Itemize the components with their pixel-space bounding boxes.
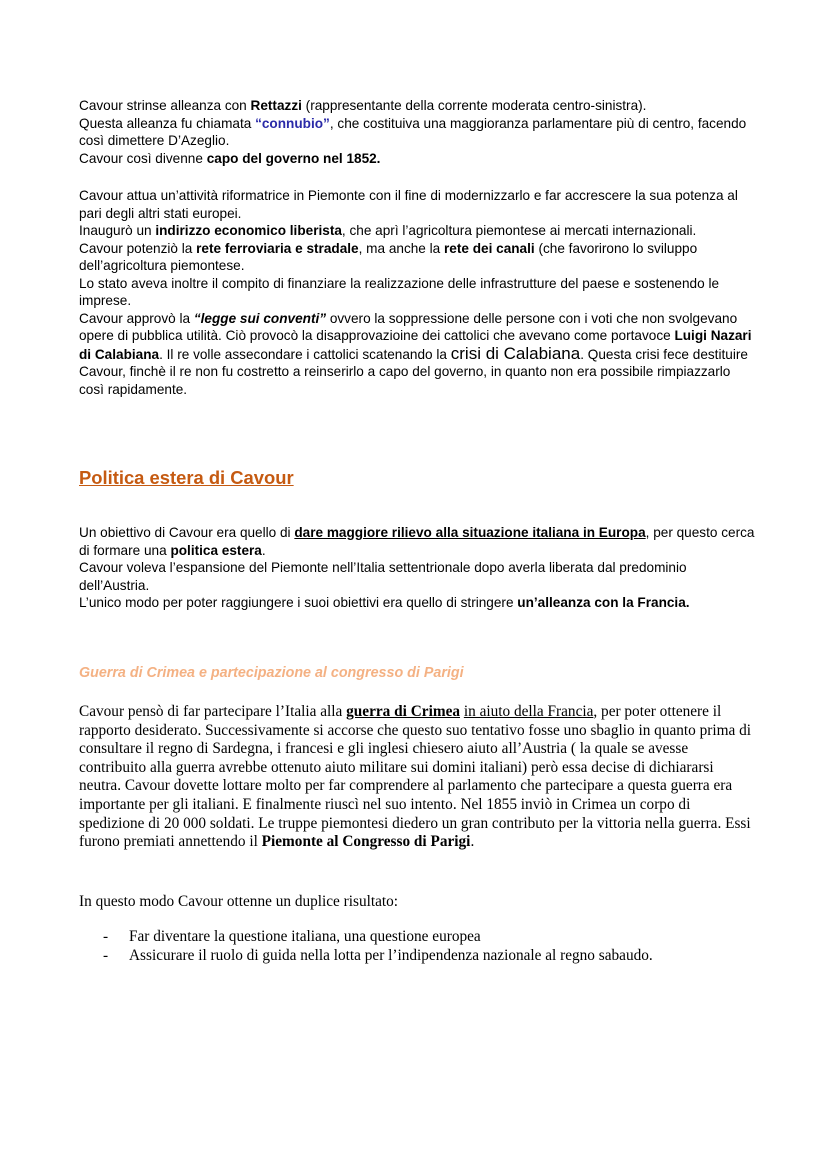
text: , ma anche la <box>358 240 444 256</box>
text: , per questo cerca di formare una <box>79 525 755 558</box>
bold-text: indirizzo economico liberista <box>155 223 342 238</box>
text-line <box>79 150 759 168</box>
text: . Il re volle assecondare i cattolici scatenando la <box>159 346 451 362</box>
paragraph-connubio <box>79 97 759 167</box>
dash-bullet: - <box>103 946 109 964</box>
list-item <box>79 947 759 966</box>
text: Questa alleanza fu chiamata <box>79 115 256 131</box>
text: Cavour così divenne <box>79 150 207 166</box>
bold-text: Luigi Nazari di Calabiana <box>79 328 752 362</box>
text-line <box>79 524 759 559</box>
text: Cavour pensò di far partecipare l’Italia alla <box>79 703 347 720</box>
bold-text: rete dei canali <box>444 240 535 256</box>
text: (rappresentante della corrente moderata centro-sinistra). <box>301 98 647 113</box>
text: Cavour strinse alleanza con <box>79 98 251 113</box>
result-list <box>79 928 759 965</box>
list-item <box>79 928 759 947</box>
text: , che aprì l’agricoltura piemontese ai mercati internazionali. <box>341 223 697 238</box>
text: , per poter ottenere il rapporto desiderato. Successivamente si accorse che questo suo tentativo fosse uno sbaglio in quanto prima di consultare il regno di Sardegna, i francesi e gli inglesi chiesero aiuto all’Austria ( la quale se avesse contribuito alla guerra avrebbe ottenuto aiuto militare sui domini italiani) però essa decise di dichiararsi neutra. Cavour dovette lottare molto per far comprendere al parlamento che partecipare a questa guerra era importante per gli italiani. E finalmente riuscì nel suo intento. Nel 1855 inviò in Crimea un corpo di spedizione di 20 000 soldati. Le truppe piemontesi diedero un gran contributo per la vittoria nella guerra. Essi furono premiati annettendo il <box>79 703 752 851</box>
text: . <box>261 542 266 558</box>
text: Cavour approvò la <box>79 310 194 326</box>
bold-text: rete ferroviaria e stradale <box>196 240 359 256</box>
paragraph-riforme <box>79 187 759 398</box>
bold-text: Piemonte al Congresso di Parigi <box>261 833 471 851</box>
text-line: Lo stato aveva inoltre il compito di finanziare la realizzazione delle infrastrutture del paese e sostenendo le imprese. <box>79 275 720 308</box>
underlined-text: in aiuto della Francia <box>463 703 594 720</box>
bold-underlined-text: dare maggiore rilievo alla situazione italiana in Europa <box>294 525 646 540</box>
text: . Questa crisi fece destituire Cavour, finchè il re non fu costretto a reinserirlo a capo del governo, in quanto non era possibile rimpiazzarlo così rapidamente. <box>79 346 748 397</box>
text-line: Cavour voleva l’espansione del Piemonte nell’Italia settentrionale dopo averla liberata dal predominio dell’Austria. <box>79 560 687 593</box>
text: L’unico modo per poter raggiungere i suoi obiettivi era quello di stringere <box>79 595 518 610</box>
text: , che costituiva una maggioranza parlamentare più di centro, facendo così dimettere D’Azeglio. <box>79 115 747 148</box>
text-line <box>79 222 759 240</box>
text: (che favorirono lo sviluppo dell’agricoltura piemontese. <box>79 240 698 273</box>
text: . <box>470 833 475 851</box>
paragraph-politica-estera <box>79 524 759 612</box>
bold-text: un’alleanza con la Francia. <box>517 595 690 610</box>
text: Un obiettivo di Cavour era quello di <box>79 525 295 540</box>
large-text: crisi di Calabiana <box>450 343 581 363</box>
text-line <box>79 115 759 150</box>
section-heading: Politica estera di Cavour <box>79 467 294 488</box>
text-line <box>79 594 759 612</box>
list-item-text: Far diventare la questione italiana, una questione europea <box>129 928 481 945</box>
paragraph-risultato: In questo modo Cavour ottenne un duplice risultato: <box>79 893 399 910</box>
text-line <box>79 97 759 115</box>
list-item-text: Assicurare il ruolo di guida nella lotta per l’indipendenza nazionale al regno sabaudo. <box>129 946 653 964</box>
text: Inaugurò un <box>79 223 156 238</box>
highlight-term: “connubio” <box>255 115 330 131</box>
text-line <box>79 310 759 399</box>
dash-bullet: - <box>103 928 109 945</box>
bold-italic-text: “legge sui conventi” <box>193 310 327 326</box>
text-line <box>79 703 759 852</box>
text: ovvero la soppressione delle persone con i voti che non svolgevano opere di pubblica utilità. Ciò provocò la disapprovazioine dei cattolici che avevano come portavoce <box>79 310 738 343</box>
bold-text: politica estera <box>170 542 262 558</box>
text-line <box>79 240 759 275</box>
bold-text: capo del governo nel 1852. <box>206 150 381 166</box>
text: Cavour potenziò la <box>79 240 197 256</box>
bold-underlined-text: guerra di Crimea <box>346 703 461 720</box>
paragraph-crimea <box>79 703 759 852</box>
subsection-heading: Guerra di Crimea e partecipazione al congresso di Parigi <box>79 665 464 681</box>
text-line: Cavour attua un’attività riformatrice in Piemonte con il fine di modernizzarlo e far accrescere la sua potenza al pari degli altri stati europei. <box>79 188 738 221</box>
bold-text: Rettazzi <box>250 98 302 113</box>
